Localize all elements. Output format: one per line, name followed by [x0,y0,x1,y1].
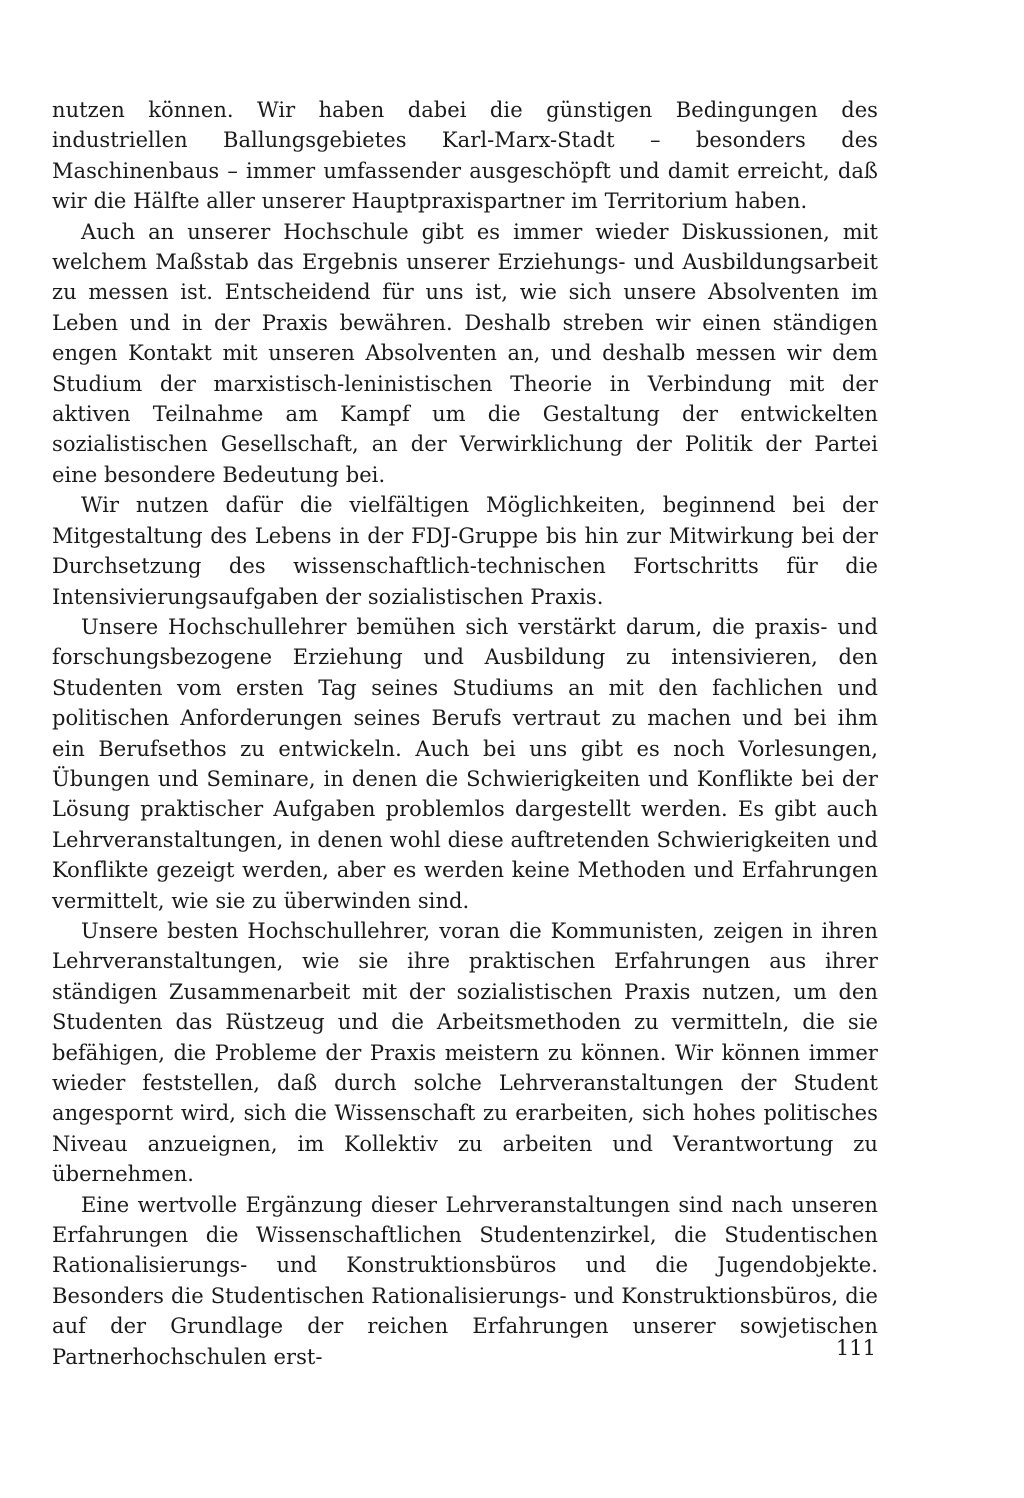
page-number: 111 [835,1336,876,1360]
paragraph-4: Unsere Hochschullehrer bemühen sich verstärkt darum, die praxis- und forschungsbezogene Erziehung und Ausbildung zu intensivieren, den Studenten vom ersten Tag seines Studiums an mit den fachlichen und politischen Anforderungen seines Berufs vertraut zu machen und bei ihm ein Berufsethos zu entwickeln. Auch bei uns gibt es noch Vorlesungen, Übungen und Seminare, in denen die Schwierigkeiten und Konflikte bei der Lösung praktischer Aufgaben problemlos dargestellt werden. Es gibt auch Lehrveranstaltungen, in denen wohl diese auftretenden Schwierigkeiten und Konflikte gezeigt werden, aber es werden keine Methoden und Erfahrungen vermittelt, wie sie zu überwinden sind. [52,614,878,913]
paragraph-3: Wir nutzen dafür die vielfältigen Möglichkeiten, beginnend bei der Mitgestaltung des Lebens in der FDJ-Gruppe bis hin zur Mitwirkung bei der Durchsetzung des wissenschaftlich-technischen Fortschritts für die Intensivierungsaufgaben der sozialistischen Praxis. [52,493,878,609]
paragraph-2: Auch an unserer Hochschule gibt es immer wieder Diskussionen, mit welchem Maßstab das Ergebnis unserer Erziehungs- und Ausbildungsarbeit zu messen ist. Entscheidend für uns ist, wie sich unsere Absolventen im Leben und in der Praxis bewähren. Deshalb streben wir einen ständigen engen Kontakt mit unseren Absolventen an, und deshalb messen wir dem Studium der marxistisch-leninistischen Theorie in Verbindung mit der aktiven Teilnahme am Kampf um die Gestaltung der entwickelten sozialistischen Gesellschaft, an der Verwirklichung der Politik der Partei eine besondere Bedeutung bei. [52,219,878,487]
paragraph-5: Unsere besten Hochschullehrer, voran die Kommunisten, zeigen in ihren Lehrveranstaltungen, wie sie ihre praktischen Erfahrungen aus ihrer ständigen Zusammenarbeit mit der sozialistischen Praxis nutzen, um den Studenten das Rüstzeug und die Arbeitsmethoden zu vermitteln, die sie befähigen, die Probleme der Praxis meistern zu können. Wir können immer wieder feststellen, daß durch solche Lehrveranstaltungen der Student angespornt wird, sich die Wissenschaft zu erarbeiten, sich hohes politisches Niveau anzueignen, im Kollektiv zu arbeiten und Verantwortung zu übernehmen. [52,918,878,1187]
paragraph-1: nutzen können. Wir haben dabei die günstigen Bedingungen des industriellen Ballungsgebietes Karl-Marx-Stadt – besonders des Maschinenbaus – immer umfassender ausgeschöpft und damit erreicht, daß wir die Hälfte aller unserer Hauptpraxispartner im Territorium haben. [52,98,878,214]
paragraph-6: Eine wertvolle Ergänzung dieser Lehrveranstaltungen sind nach unseren Erfahrungen die Wissenschaftlichen Studentenzirkel, die Studentischen Rationalisierungs- und Konstruktionsbüros und die Jugendobjekte. Besonders die Studentischen Rationalisierungs- und Konstruktionsbüros, die auf der Grundlage der reichen Erfahrungen unserer sowjetischen Partnerhochschulen erst- [52,1192,878,1369]
body-text [52,95,878,1372]
